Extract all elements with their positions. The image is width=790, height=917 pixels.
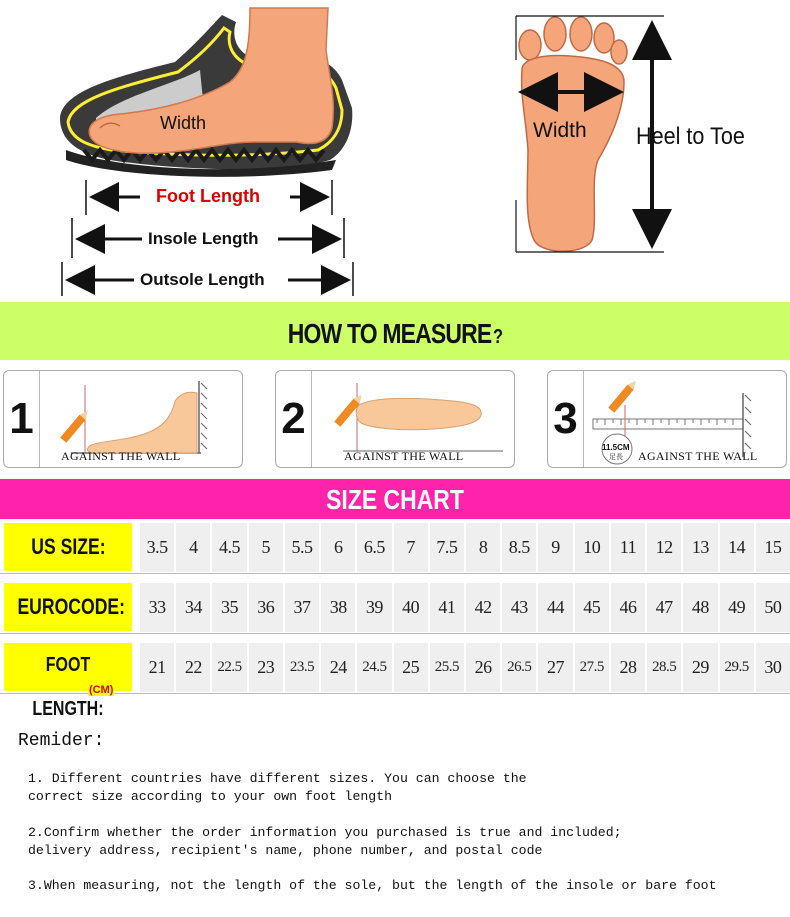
step-caption: AGAINST THE WALL xyxy=(344,449,464,463)
size-cell: 50 xyxy=(754,583,790,632)
size-cell: 49 xyxy=(718,583,754,632)
size-cell: 5 xyxy=(247,523,283,572)
reminder-item-3-line-1: 3.When measuring, not the length of the sole, but the length of the insole or bare foot xyxy=(28,878,717,893)
size-cell: 23 xyxy=(247,643,283,692)
size-cell: 4.5 xyxy=(210,523,246,572)
size-cell: 42 xyxy=(464,583,500,632)
size-chart-table xyxy=(0,521,790,720)
step-caption: AGAINST THE WALL xyxy=(61,449,181,463)
us-size-row xyxy=(0,521,790,574)
row-label xyxy=(4,523,132,571)
size-cell: 5.5 xyxy=(283,523,319,572)
size-cell: 7 xyxy=(392,523,428,572)
side-width-label: Width xyxy=(160,113,207,133)
size-cell: 26 xyxy=(464,643,500,692)
how-to-measure-title: HOW TO MEASURE? xyxy=(287,318,503,349)
size-cell: 44 xyxy=(536,583,572,632)
ruler-badge-top: 11.5CM xyxy=(602,443,630,452)
size-cell: 7.5 xyxy=(428,523,464,572)
row-label-text: US SIZE: xyxy=(30,534,106,559)
size-cell: 9 xyxy=(536,523,572,572)
row-label-text: EUROCODE: xyxy=(17,594,126,619)
how-to-measure-banner xyxy=(0,302,790,360)
reminder-item-2-line-2: delivery address, recipient's name, phone number, and postal code xyxy=(28,843,543,858)
diagram-drawing xyxy=(0,0,790,302)
size-cell: 28.5 xyxy=(645,643,681,692)
size-cell: 11 xyxy=(609,523,645,572)
foot-length-row xyxy=(0,641,790,720)
size-cell: 48 xyxy=(681,583,717,632)
size-cell: 8 xyxy=(464,523,500,572)
reminder-item-1-line-2: correct size according to your own foot length xyxy=(28,789,393,804)
size-cell: 6.5 xyxy=(355,523,391,572)
size-chart-title: SIZE CHART xyxy=(326,484,464,515)
size-cell: 23.5 xyxy=(283,643,319,692)
reminder-title: Remider: xyxy=(18,731,105,751)
size-cell: 38 xyxy=(319,583,355,632)
size-cell: 37 xyxy=(283,583,319,632)
size-cell: 4 xyxy=(174,523,210,572)
size-cell: 46 xyxy=(609,583,645,632)
size-cell: 8.5 xyxy=(500,523,536,572)
size-cell: 3.5 xyxy=(138,523,174,572)
size-chart-banner xyxy=(0,479,790,519)
size-cell: 33 xyxy=(138,583,174,632)
size-cell: 14 xyxy=(718,523,754,572)
size-cell: 25 xyxy=(392,643,428,692)
size-cell: 27.5 xyxy=(573,643,609,692)
size-cell: 25.5 xyxy=(428,643,464,692)
size-cell: 22.5 xyxy=(210,643,246,692)
row-label-text: FOOT LENGTH: xyxy=(32,654,104,720)
outsole-length-label: Outsole Length xyxy=(140,270,265,289)
size-cell: 39 xyxy=(355,583,391,632)
size-cell: 13 xyxy=(681,523,717,572)
eurocode-row xyxy=(0,581,790,634)
size-cell: 22 xyxy=(174,643,210,692)
step-number: 1 xyxy=(4,371,40,467)
size-values xyxy=(138,523,790,572)
size-cell: 28 xyxy=(609,643,645,692)
measure-step-1 xyxy=(3,370,243,468)
step-number: 3 xyxy=(548,371,584,467)
size-cell: 35 xyxy=(210,583,246,632)
size-values xyxy=(138,583,790,632)
insole-length-label: Insole Length xyxy=(148,229,259,248)
foot-length-label: Foot Length xyxy=(156,186,260,206)
size-cell: 43 xyxy=(500,583,536,632)
size-cell: 47 xyxy=(645,583,681,632)
reminder-item-1-line-1: 1. Different countries have different sizes. You can choose the xyxy=(28,771,527,786)
size-cell: 24.5 xyxy=(355,643,391,692)
ruler-badge-bottom: 足長 xyxy=(609,454,623,461)
step-number: 2 xyxy=(276,371,312,467)
size-cell: 40 xyxy=(392,583,428,632)
measure-step-3 xyxy=(547,370,787,468)
size-cell: 12 xyxy=(645,523,681,572)
size-cell: 30 xyxy=(754,643,790,692)
size-cell: 36 xyxy=(247,583,283,632)
top-width-label: Width xyxy=(533,119,587,142)
row-label xyxy=(4,583,132,631)
measure-step-2 xyxy=(275,370,515,468)
size-cell: 24 xyxy=(319,643,355,692)
foot-length-unit: (CM) xyxy=(89,684,114,696)
size-cell: 15 xyxy=(754,523,790,572)
size-cell: 45 xyxy=(573,583,609,632)
step-caption: AGAINST THE WALL xyxy=(638,449,758,463)
size-cell: 29.5 xyxy=(718,643,754,692)
size-values xyxy=(138,643,790,692)
size-cell: 21 xyxy=(138,643,174,692)
reminder-item-2-line-1: 2.Confirm whether the order information you purchased is true and included; xyxy=(28,825,622,840)
size-cell: 41 xyxy=(428,583,464,632)
measurement-diagram xyxy=(0,0,790,302)
size-cell: 26.5 xyxy=(500,643,536,692)
heel-to-toe-label: Heel to Toe xyxy=(636,123,745,150)
size-cell: 27 xyxy=(536,643,572,692)
size-cell: 29 xyxy=(681,643,717,692)
size-cell: 6 xyxy=(319,523,355,572)
size-cell: 10 xyxy=(573,523,609,572)
size-cell: 34 xyxy=(174,583,210,632)
